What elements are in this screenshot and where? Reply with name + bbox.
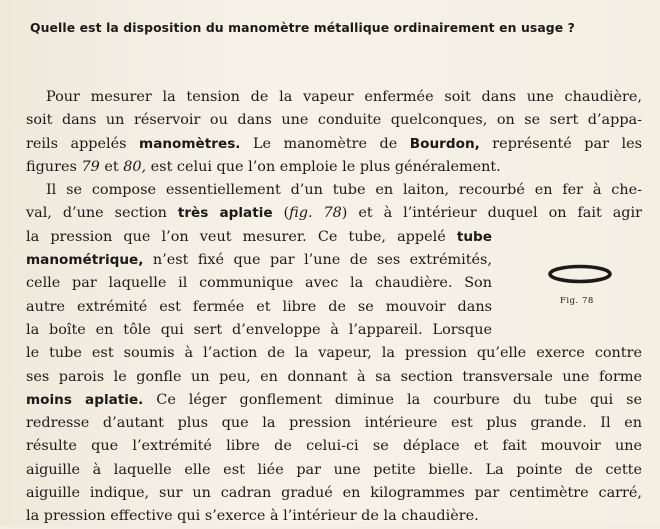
- text-segment: la boîte en tôle qui sert d’enveloppe à l’appareil. Lorsque: [26, 321, 492, 338]
- text-line: [26, 156, 642, 179]
- text-segment: est celui que l’on emploie le plus généralement.: [146, 158, 501, 175]
- text-line: [26, 389, 642, 412]
- bold-term: manomètres.: [139, 135, 241, 152]
- italic-reference: 80,: [123, 158, 147, 175]
- text-line: [26, 435, 642, 458]
- text-line: [26, 412, 642, 435]
- text-line: [26, 296, 492, 319]
- bold-term: moins aplatie.: [26, 391, 144, 408]
- bold-term: tube: [456, 228, 492, 245]
- text-segment: le tube est soumis à l’action de la vapeur, la pression qu’elle exerce contre: [26, 345, 642, 362]
- text-segment: reils appelés: [26, 135, 140, 152]
- bold-term: manométrique,: [26, 252, 144, 269]
- text-line: [26, 342, 642, 365]
- text-line: [26, 202, 642, 225]
- text-line: [26, 179, 642, 202]
- flattened-tube-section-icon: [546, 262, 616, 322]
- text-line: [26, 366, 642, 389]
- text-segment: aiguille à laquelle elle est liée par une petite bielle. La pointe de cette: [26, 461, 642, 478]
- text-line: [26, 459, 642, 482]
- text-segment: val, d’une section: [26, 205, 178, 222]
- text-segment: Pour mesurer la tension de la vapeur enfermée soit dans une chaudière,: [46, 89, 642, 105]
- text-line: [26, 505, 642, 528]
- text-segment: redresse d’autant plus que la pression intérieure est plus grande. Il en: [26, 415, 642, 432]
- bold-term: très aplatie: [177, 205, 273, 222]
- text-line: [26, 249, 492, 272]
- text-segment: la pression que l’on veut mesurer. Ce tube, appelé: [26, 228, 457, 245]
- text-segment: autre extrémité est fermée et libre de se mouvoir dans: [26, 298, 492, 315]
- text-segment: aiguille indique, sur un cadran gradué en kilogrammes par centimètre carré,: [26, 485, 642, 502]
- figure-caption: Fig. 78: [560, 296, 594, 306]
- text-line: [26, 482, 642, 505]
- text-segment: ) et à l’intérieur duquel on fait agir: [341, 205, 642, 222]
- text-segment: figures: [26, 158, 82, 175]
- text-line: [26, 109, 642, 132]
- italic-reference: fig. 78: [289, 205, 342, 222]
- text-segment: Le manomètre de: [240, 135, 410, 152]
- text-segment: Ce léger gonflement diminue la courbure du tube qui se: [143, 391, 642, 408]
- text-line: [26, 86, 642, 109]
- text-segment: représenté par les: [479, 135, 642, 152]
- text-line: [26, 226, 492, 249]
- text-segment: ses parois le gonfle un peu, en donnant à sa section transversale une forme: [26, 368, 642, 385]
- text-segment: soit dans un réservoir ou dans une conduite quelconques, on se sert d’appa-: [26, 112, 642, 129]
- bold-term: Bourdon,: [409, 135, 480, 152]
- question-heading: Quelle est la disposition du manomètre métallique ordinairement en usage ?: [30, 20, 575, 35]
- text-line: [26, 319, 492, 342]
- text-segment: (: [272, 205, 290, 222]
- text-segment: Il se compose essentiellement d’un tube en laiton, recourbé en fer à che-: [46, 182, 642, 199]
- text-line: [26, 133, 642, 156]
- text-segment: celle par laquelle il communique avec la chaudière. Son: [26, 275, 492, 292]
- italic-reference: 79: [81, 158, 100, 175]
- text-segment: et: [99, 158, 124, 175]
- text-segment: résulte que l’extrémité libre de celui-ci se déplace et fait mouvoir une: [26, 438, 642, 455]
- text-line: [26, 272, 492, 295]
- text-segment: n’est fixé que par l’une de ses extrémités,: [143, 252, 492, 269]
- text-segment: la pression effective qui s’exerce à l’intérieur de la chaudière.: [26, 508, 479, 525]
